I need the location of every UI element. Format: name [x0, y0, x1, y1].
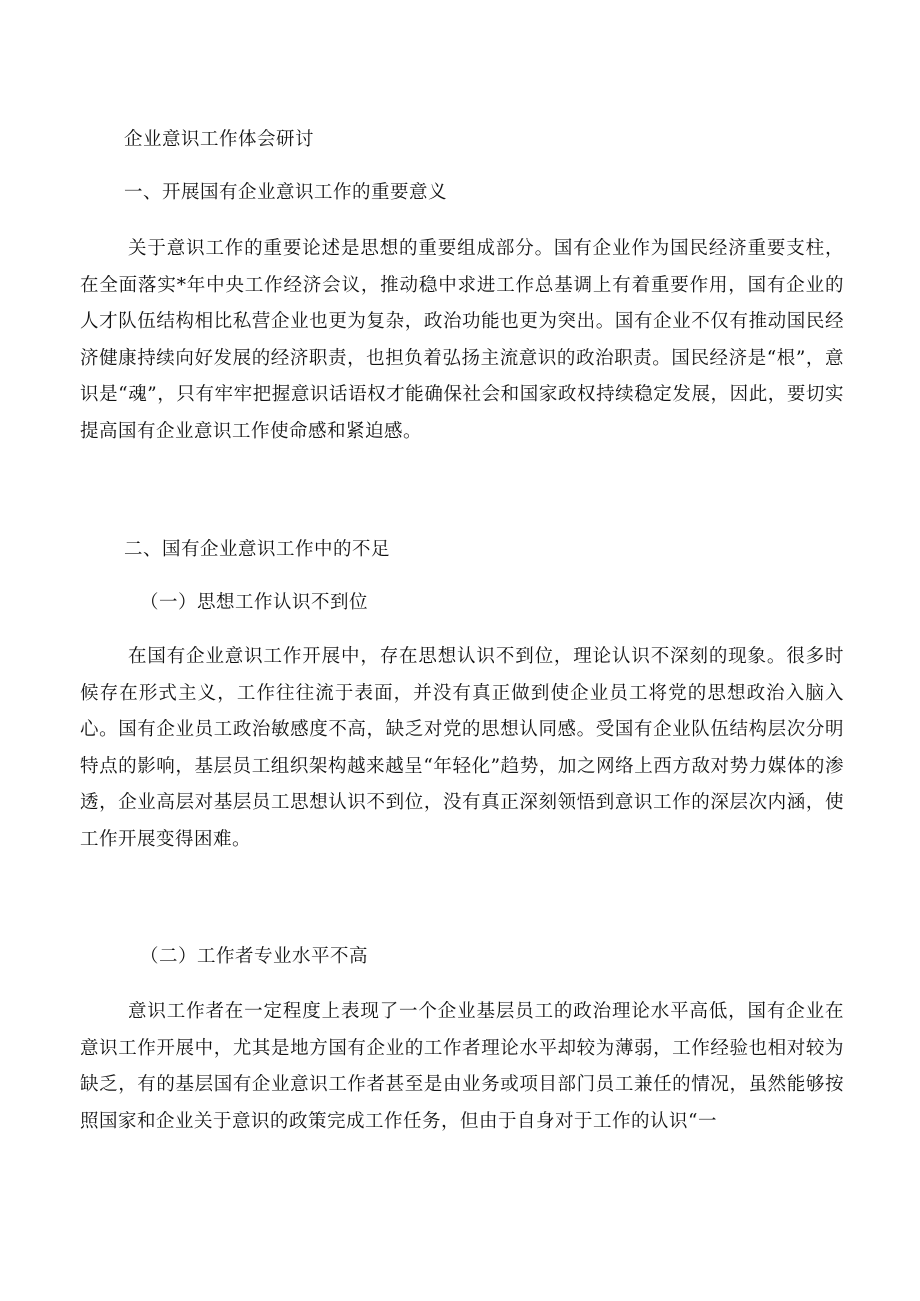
- paragraph-professional-level: 意识工作者在一定程度上表现了一个企业基层员工的政治理论水平高低，国有企业在意识工作开展中，尤其是地方国有企业的工作者理论水平却较为薄弱，工作经验也相对较为缺乏，有的基层国有企业意识工作者甚至是由业务或项目部门员工兼任的情况，虽然能够按照国家和企业关于意识的政策完成工作任务，但由于自身对于工作的认识“一: [80, 1001, 844, 1132]
- document-title: 企业意识工作体会研讨: [124, 129, 315, 150]
- section-heading-shortcomings: 二、国有企业意识工作中的不足: [124, 539, 391, 560]
- section-heading-importance: 一、开展国有企业意识工作的重要意义: [124, 182, 448, 203]
- subheading-ideological-awareness: （一）思想工作认识不到位: [140, 592, 369, 613]
- paragraph-ideological-awareness: 在国有企业意识工作开展中，存在思想认识不到位，理论认识不深刻的现象。很多时候存在形式主义，工作往往流于表面，并没有真正做到使企业员工将党的思想政治入脑入心。国有企业员工政治敏感度不高，缺乏对党的思想认同感。受国有企业队伍结构层次分明特点的影响，基层员工组织架构越来越呈“年轻化”趋势，加之网络上西方敌对势力媒体的渗透，企业高层对基层员工思想认识不到位，没有真正深刻领悟到意识工作的深层次内涵，使工作开展变得困难。: [80, 646, 844, 850]
- paragraph-importance: 关于意识工作的重要论述是思想的重要组成部分。国有企业作为国民经济重要支柱，在全面落实*年中央工作经济会议，推动稳中求进工作总基调上有着重要作用，国有企业的人才队伍结构相比私营企业也更为复杂，政治功能也更为突出。国有企业不仅有推动国民经济健康持续向好发展的经济职责，也担负着弘扬主流意识的政治职责。国民经济是“根”，意识是“魂”，只有牢牢把握意识话语权才能确保社会和国家政权持续稳定发展，因此，要切实提高国有企业意识工作使命感和紧迫感。: [80, 238, 844, 442]
- subheading-professional-level: （二）工作者专业水平不高: [140, 946, 369, 967]
